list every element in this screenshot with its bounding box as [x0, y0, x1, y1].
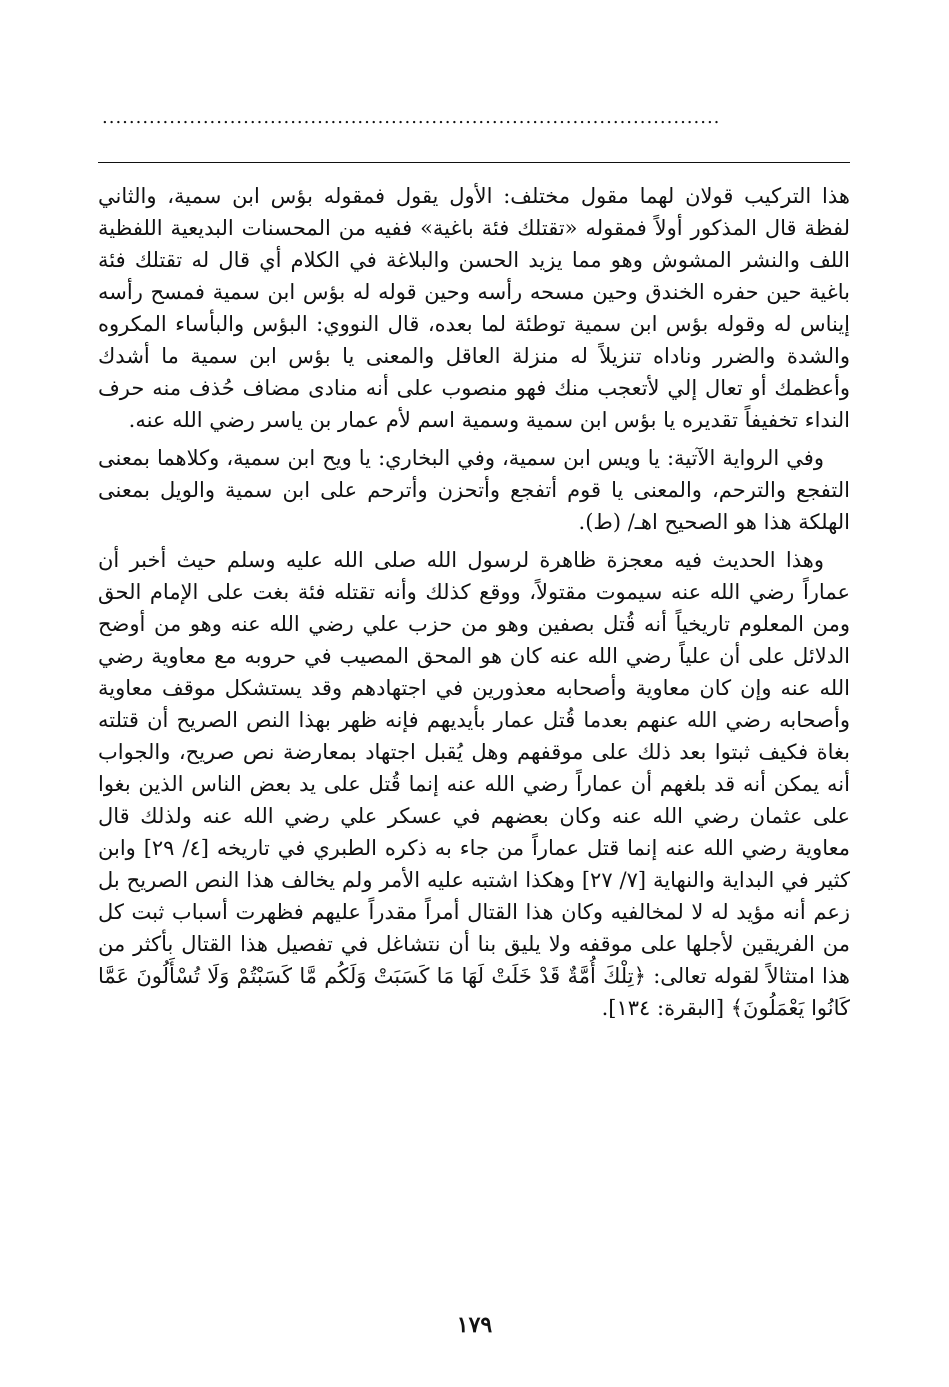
paragraph-2: وفي الرواية الآتية: يا ويس ابن سمية، وفي البخاري: يا ويح ابن سمية، وكلاهما بمعنى التفجع والترحم، والمعنى يا قوم أتفجع وأتحزن وأترحم على ابن سمية والويل بمعنى الهلكة هذا هو الصحيح اهـ/ (ط).: [98, 446, 850, 534]
page-number: ١٧٩: [456, 1312, 493, 1338]
dotted-separator: ............................................................................................: [102, 108, 721, 128]
commentary-text: [98, 180, 850, 1024]
paragraph-3: [98, 544, 850, 1024]
paragraph-3-text: وهذا الحديث فيه معجزة ظاهرة لرسول الله صلى الله عليه وسلم حيث أخبر أن عماراً رضي الله عنه سيموت مقتولاً، ووقع كذلك وأنه تقتله فئة بغت على الإمام الحق ومن المعلوم تاريخياً أنه قُتل بصفين وهو من حزب علي رضي الله عنه وهو من أوضح الدلائل على أن علياً رضي الله عنه كان هو المحق المصيب في حروبه مع معاوية رضي الله عنه وإن كان معاوية وأصحابه معذورين في اجتهادهم وقد يستشكل موقف معاوية وأصحابه رضي الله عنهم بعدما قُتل عمار بأيديهم فإنه ظهر بهذا النص الصريح أن قتلته بغاة فكيف ثبتوا بعد ذلك على موقفهم وهل يُقبل اجتهاد بمعارضة نص صريح، والجواب أنه يمكن أنه قد بلغهم أن عماراً رضي الله عنه إنما قُتل على يد بعض الناس الذين بغوا على عثمان رضي الله عنه وكان بعضهم في عسكر علي رضي الله عنه ولذلك قال معاوية رضي الله عنه إنما قتل عماراً من جاء به ذكره الطبري في تاريخه [٤/ ٢٩] وابن كثير في البداية والنهاية [٧/ ٢٧] وهكذا اشتبه عليه الأمر ولم يخالف هذا النص الصريح بل زعم أنه مؤيد له لا لمخالفيه وكان هذا القتال أمراً مقدراً عليهم فظهرت أسباب ثبت كل من الفريقين لأجلها على موقفه ولا يليق بنا أن نتشاغل في تفصيل هذا القتال بأكثر من هذا امتثالاً لقوله تعالى:: [98, 548, 851, 988]
footnote-rule: [98, 162, 850, 163]
paragraph-1: هذا التركيب قولان لهما مقول مختلف: الأول يقول فمقوله بؤس ابن سمية، والثاني لفظة قال المذكور أولاً فمقوله «تقتلك فئة باغية» ففيه من المحسنات البديعية اللفظية اللف والنشر المشوش وهو مما يزيد الحسن والبلاغة في الكلام أي قال له تقتلك فئة باغية حين حفره الخندق وحين مسحه رأسه وحين قوله له بؤس ابن سمية فمسح رأسه إيناس له وقوله بؤس ابن سمية توطئة لما بعده، قال النووي: البؤس والبأساء المكروه والشدة والضرر وناداه تنزيلاً له منزلة العاقل والمعنى يا بؤس ابن سمية ما أشدك وأعظمك أو تعال إلي لأتعجب منك فهو منصوب على أنه منادى مضاف حُذف منه حرف النداء تخفيفاً تقديره يا بؤس ابن سمية وسمية اسم لأم عمار بن ياسر رضي الله عنه.: [98, 184, 850, 432]
quran-verse: ﴿تِلْكَ أُمَّةٌ قَدْ خَلَتْ لَهَا مَا كَسَبَتْ وَلَكُم مَّا كَسَبْتُمْ وَلَا تُسْأَلُونَ عَمَّا كَانُوا يَعْمَلُونَ﴾: [98, 964, 850, 1020]
quran-reference: [البقرة: ١٣٤].: [601, 996, 725, 1020]
